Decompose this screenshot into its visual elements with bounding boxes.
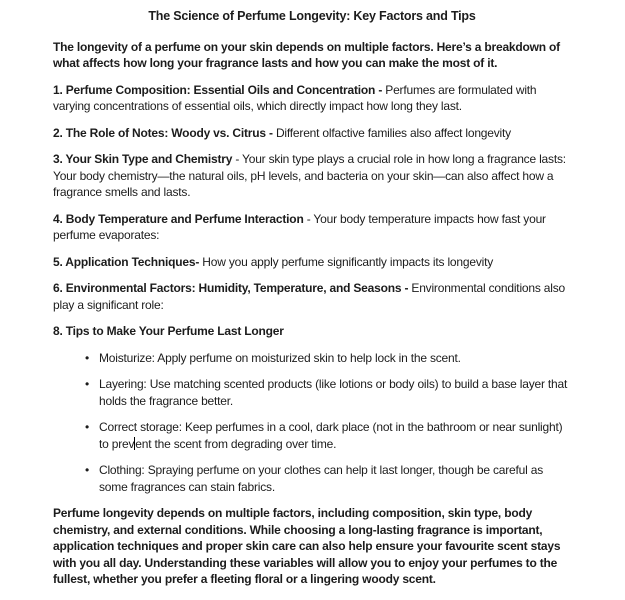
tip-item-layering[interactable]	[53, 376, 571, 409]
section-5-paragraph[interactable]	[53, 254, 571, 271]
tip-item-correct-storage[interactable]	[53, 419, 571, 452]
bullet-icon: •	[85, 377, 90, 391]
section-4-heading: 4. Body Temperature and Perfume Interaction	[53, 211, 304, 226]
tip-item-clothing[interactable]	[53, 462, 571, 495]
tip-text-clothing: Clothing: Spraying perfume on your clothes can help it last longer, though be careful as some fragrances can stain fabrics.	[99, 463, 544, 494]
section-6-paragraph[interactable]	[53, 280, 571, 313]
section-3-text: - Your skin type plays a crucial role in how long a fragrance lasts: Your body chemistry—the natural oils, pH levels, and bacteria on your skin—can also affect how a fragrance smells and lasts.	[53, 152, 566, 199]
bullet-icon: •	[85, 350, 90, 365]
doc-title[interactable]: The Science of Perfume Longevity: Key Factors and Tips	[148, 9, 476, 23]
section-5-heading: 5. Application Techniques-	[53, 254, 200, 269]
section-4-paragraph[interactable]	[53, 211, 571, 244]
section-2-text: Different olfactive families also affect longevity	[272, 125, 511, 140]
section-6-text: Environmental conditions also play a significant role:	[53, 281, 566, 312]
conclusion-paragraph[interactable]: Perfume longevity depends on multiple factors, including composition, skin type, body chemistry, and external conditions. While choosing a long-lasting fragrance is important, application techniques and proper skin care can also help ensure your favourite scent stays with you all day. Understanding these variables will allow you to enjoy your perfumes to the fullest, whether you prefer a fleeting floral or a lingering woody scent.	[53, 506, 561, 586]
tips-list	[53, 350, 571, 496]
tip-text-storage-before-caret: Correct storage: Keep perfumes in a cool, dark place (not in the bathroom or near sunlight) to prev	[99, 420, 563, 451]
section-5-text: How you apply perfume significantly impacts its longevity	[199, 254, 494, 269]
bullet-icon: •	[85, 463, 90, 477]
section-1-text: Perfumes are formulated with varying concentrations of essential oils, which directly impact how long they last.	[53, 82, 537, 113]
section-3-paragraph[interactable]	[53, 151, 571, 201]
tip-item-moisturize[interactable]	[53, 350, 571, 367]
section-2-heading: 2. The Role of Notes: Woody vs. Citrus -	[53, 125, 273, 140]
tips-heading[interactable]: 8. Tips to Make Your Perfume Last Longer	[53, 324, 284, 338]
tip-text-storage-after-caret: ent the scent from degrading over time.	[135, 436, 337, 451]
tip-text-layering: Layering: Use matching scented products (like lotions or body oils) to build a base layer that holds the fragrance better.	[99, 377, 568, 408]
section-3-heading: 3. Your Skin Type and Chemistry	[53, 152, 233, 166]
section-2-paragraph[interactable]	[53, 125, 571, 142]
section-6-heading: 6. Environmental Factors: Humidity, Temperature, and Seasons -	[53, 281, 409, 295]
intro-paragraph[interactable]: The longevity of a perfume on your skin depends on multiple factors. Here’s a breakdown of what affects how long your fragrance lasts and how you can make the most of it.	[53, 39, 560, 70]
section-1-heading: 1. Perfume Composition: Essential Oils and Concentration -	[53, 82, 383, 97]
section-1-paragraph[interactable]	[53, 82, 571, 115]
section-4-text: - Your body temperature impacts how fast your perfume evaporates:	[53, 211, 546, 242]
bullet-icon: •	[85, 420, 90, 434]
tip-text-moisturize: Moisturize: Apply perfume on moisturized skin to help lock in the scent.	[99, 350, 461, 365]
